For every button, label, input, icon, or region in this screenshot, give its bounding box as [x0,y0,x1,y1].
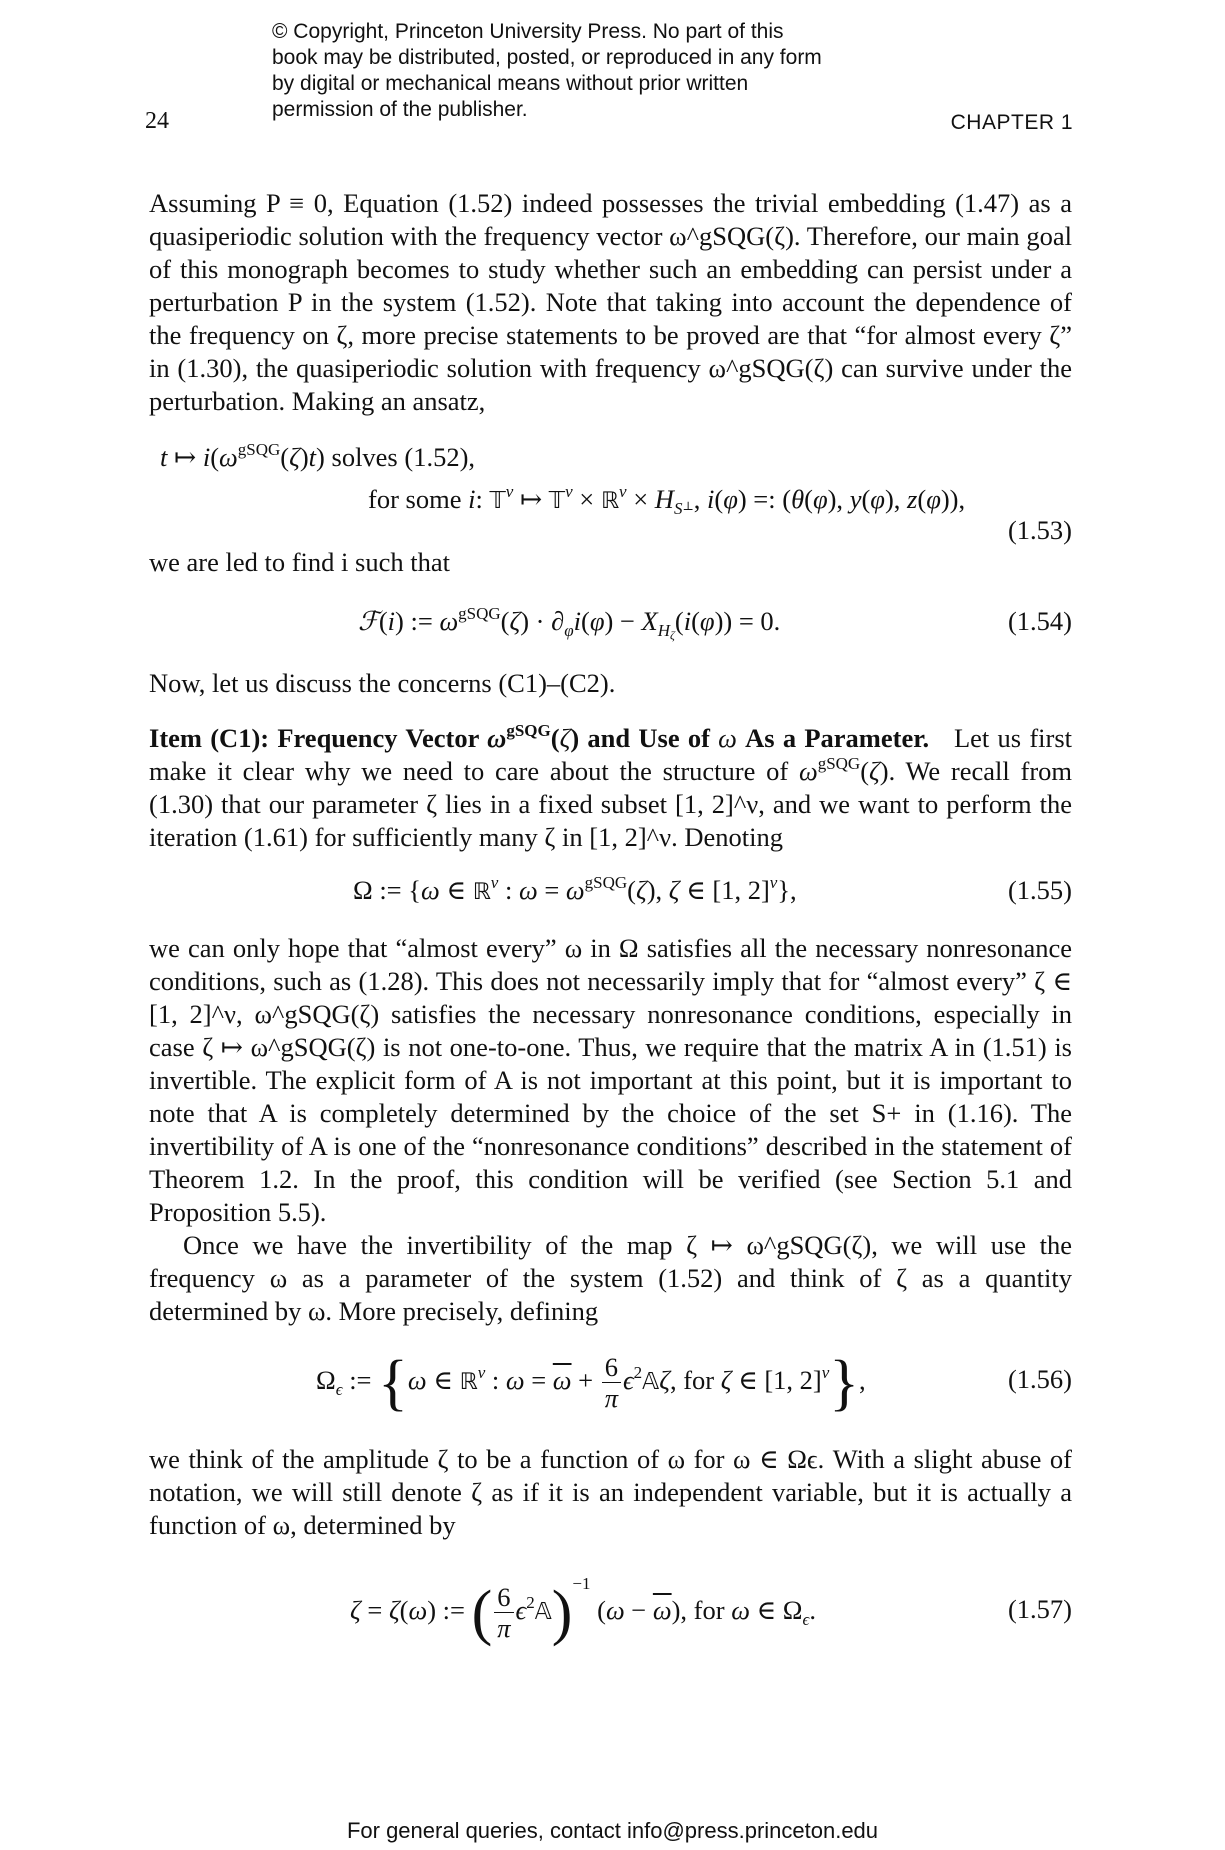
paragraph-amplitude: we think of the amplitude ζ to be a function of ω for ω ∈ Ωϵ. With a slight abuse of notation, we will still denote ζ as if it is an independent variable, but it is actually a function of ω, determined by [149,1444,1072,1540]
item-c1-text-b: . We recall from (1.30) that our parameter ζ lies in a fixed subset [1, 2]^ν, and we want to perform the iteration (1.61) for sufficiently many ζ in [1, 2]^ν. Denoting [149,756,1073,852]
paragraph-concerns: Now, let us discuss the concerns (C1)–(C2). [149,668,616,698]
equation-1-53-line2: for some i: 𝕋$^\nu$ ↦ 𝕋$^\nu$ × ℝ$^\nu$ × $H_{S^\perp}$, i(φ) =: (θ(φ), y(φ), z(φ)), [368,482,966,518]
paragraph-nonresonance: we can only hope that “almost every” ω in Ω satisfies all the necessary nonresonance conditions, such as (1.28). This does not necessarily imply that for “almost every” ζ ∈ [1, 2]^ν, ω^gSQG(ζ) satisfies the necessary nonresonance conditions, especially in case ζ ↦ ω^gSQG(ζ) is not one-to-one. Thus, we require that the matrix A in (1.51) is invertible. The explicit form of A is not important at this point, but it is important to note that A is completely determined by the choice of the set S+ in (1.16). The invertibility of A is one of the “nonresonance conditions” described in the statement of Theorem 1.2. In the proof, this condition will be verified (see Section 5.1 and Proposition 5.5). [149,933,1072,1227]
equation-label-1-54: (1.54) [1007,606,1072,636]
paragraph-intro: Assuming P ≡ 0, Equation (1.52) indeed possesses the trivial embedding (1.47) as a quasiperiodic solution with the frequency vector ω^gSQG(ζ). Therefore, our main goal of this monograph becomes to study whether such an embedding can persist under a perturbation P in the system (1.52). Note that taking into account the dependence of the frequency on ζ, more precise statements to be proved are that “for almost every ζ” in (1.30), the quasiperiodic solution with frequency ω^gSQG(ζ) can survive under the perturbation. Making an ansatz, [149,188,1072,416]
equation-label-1-56: (1.56) [1007,1364,1072,1394]
equation-label-1-55: (1.55) [1007,875,1072,905]
equation-1-55: Ω := {ω ∈ ℝ$^\nu$ : $\omega = \omega^{gSQG}(\zeta)$, ζ ∈ [1, 2]$^\nu$}, [353,873,797,905]
eq157-for-text: for [693,1595,732,1625]
equation-1-56: $\Omega_\epsilon$ := {ω ∈ ℝ$^\nu$ : $\omega = \overline{\omega}$ + $\frac{6}{\pi}$ $\epsilon^2𝔸\zeta$, for ζ ∈ [1, 2]$^\nu$}, [316,1348,866,1417]
eq156-for-text: for [683,1365,721,1395]
item-c1-heading: Item (C1): Frequency Vector $\omega^{gSQG}(\zeta)$ and Use of ω As a Parameter. [149,721,930,753]
item-c1-text-a: Let us first make it clear why we need to care about the structure of [149,723,1073,786]
item-c1-paragraph: Item (C1): Frequency Vector $\omega^{gSQG}(\zeta)$ and Use of ω As a Parameter. Let us first make it clear why we need to care about the structure of $\omega^{gSQG}(\zeta)$. We recall from (1.30) that our parameter ζ lies in a fixed subset [1, 2]^ν, and we want to perform the iteration (1.61) for sufficiently many ζ in [1, 2]^ν. Denoting [149,721,1073,852]
equation-label-1-57: (1.57) [1007,1594,1072,1624]
eq153-prefix: for some [368,484,469,514]
copyright-notice [272,19,832,123]
page-number: 24 [145,108,169,134]
chapter-label: CHAPTER 1 [950,111,1073,134]
paragraph-invertibility: Once we have the invertibility of the map ζ ↦ ω^gSQG(ζ), we will use the frequency ω as a parameter of the system (1.52) and think of ζ as a quantity determined by ω. More precisely, defining [149,1230,1072,1326]
paragraph-find-i: we are led to find i such that [149,547,450,577]
eq153-solves-text: solves (1.52), [324,442,476,472]
equation-label-1-53: (1.53) [1007,515,1072,545]
equation-1-53-line1: t ↦ $i(\omega^{gSQG}(\zeta)t)$ solves (1.52), [160,440,476,472]
copyright-text: © Copyright, Princeton University Press. No part of this book may be distributed, posted, or reproduced in any form by digital or mechanical means without prior written permission of the publisher. [272,20,822,121]
equation-1-57: ζ = ζ(ω) := ( $\frac{6}{\pi}$ $\epsilon^2𝔸)^{-1}$ $(\omega - \overline{\omega})$, for ω ∈ $\Omega_\epsilon$. [350,1574,816,1647]
footer-contact: For general queries, contact info@press.princeton.edu [346,1818,879,1843]
equation-1-54: ℱ(i) := $\omega^{gSQG}(\zeta) \cdot \partial_\varphi i(\varphi) - X_{H_\zeta}(i(\varphi)) = 0$. [358,604,781,642]
